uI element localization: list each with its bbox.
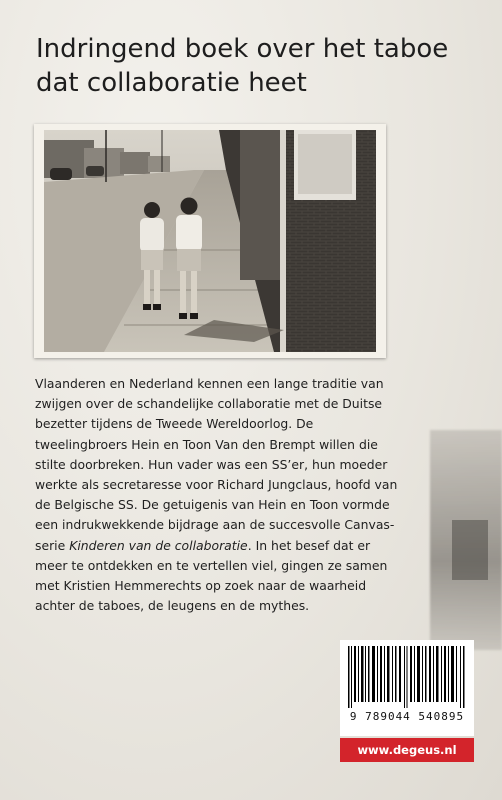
historic-photo xyxy=(34,124,386,358)
publisher-website-link[interactable]: www.degeus.nl xyxy=(340,738,474,762)
description-text xyxy=(35,374,405,616)
isbn-barcode xyxy=(340,640,474,736)
background-window xyxy=(452,520,488,580)
headline: Indringend boek over het taboe dat collaboratie heet xyxy=(36,34,449,98)
barcode-icon xyxy=(348,646,466,708)
description-part: Vlaanderen en Nederland kennen een lange traditie van zwijgen over de schandelijke collaboratie met de Duitse bezetter tijdens de Tweede Wereldoorlog. De tweelingbroers Hein en Toon Van den Brempt willen die stilte doorbreken. Hun vader was een SS’er, hun moeder werkte als secretaresse voor Richard Jungclaus, hoofd van de Belgische SS. De getuigenis van Hein en Toon vormde een indrukwekkende bijdrage aan de succesvolle Canvas-serie xyxy=(35,376,398,553)
series-title: Kinderen van de collaboratie xyxy=(69,537,248,553)
photo-two-boys-icon xyxy=(44,130,376,352)
isbn-number: 9 789044 540895 xyxy=(349,710,465,723)
description-part: . In het besef dat er meer te ontdekken en te vertellen viel, gingen ze samen met Kristien Hemmerechts op zoek naar de waarheid achter de taboes, de leugens en de mythes. xyxy=(35,537,388,614)
photo-image xyxy=(44,130,376,352)
